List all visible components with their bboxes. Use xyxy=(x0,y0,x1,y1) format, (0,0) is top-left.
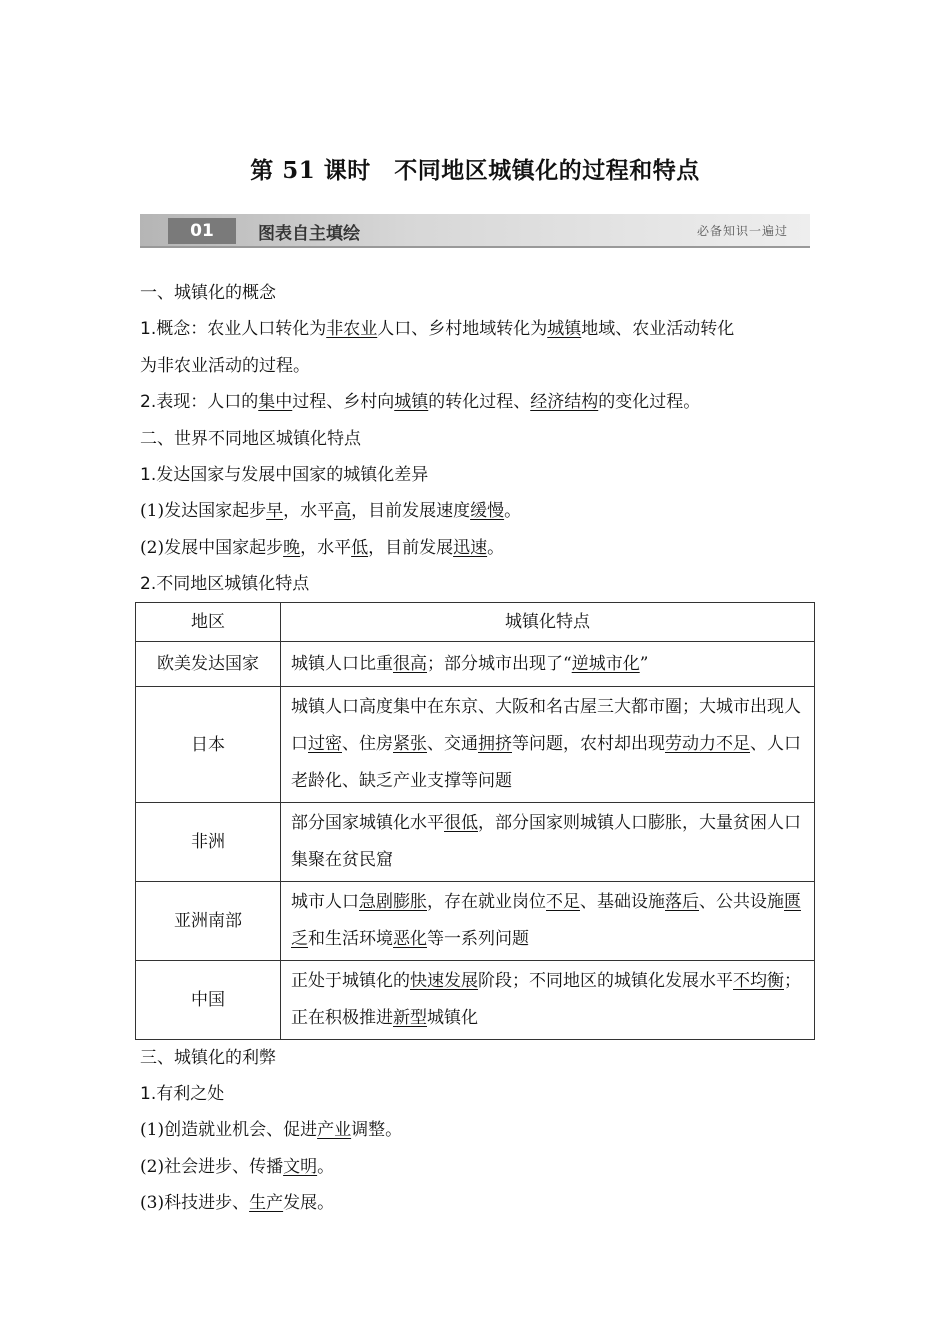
text: (2)发展中国家起步 xyxy=(140,538,284,558)
section-banner xyxy=(140,214,810,248)
blank-answer: 集中 xyxy=(258,392,293,412)
blank-answer: 生产 xyxy=(249,1193,284,1213)
advantage-line-3 xyxy=(140,1188,334,1213)
blank-answer: 文明 xyxy=(283,1157,318,1177)
text: 、公共设施 xyxy=(699,892,784,912)
text: ” xyxy=(639,653,649,674)
blank-answer: 缓慢 xyxy=(470,501,505,521)
heading-pros-cons: 三、城镇化的利弊 xyxy=(140,1048,276,1068)
text: 城镇化 xyxy=(427,1008,478,1028)
text: ，水平 xyxy=(283,501,335,521)
text: 城镇人口高度集中在东京、大阪和名古屋三大都市圈；大城市出现人口 xyxy=(291,697,801,754)
feature-cell xyxy=(281,882,815,961)
expression-label: 2.表现： xyxy=(140,392,208,412)
expression-line xyxy=(140,387,700,412)
text: ，水平 xyxy=(300,538,352,558)
section-heading: 图表自主填绘 xyxy=(258,224,360,244)
banner-divider xyxy=(140,246,810,248)
region-cell: 欧美发达国家 xyxy=(136,642,281,687)
blank-answer: 城镇 xyxy=(394,392,429,412)
concept-line-2: 为非农业活动的过程。 xyxy=(140,356,310,376)
region-cell: 中国 xyxy=(136,961,281,1040)
text: ，存在就业岗位 xyxy=(427,892,546,912)
text: ；正在积极推进 xyxy=(291,971,801,1028)
table-row xyxy=(136,882,815,961)
blank-answer: 很低 xyxy=(444,813,478,833)
text: 。 xyxy=(317,1157,335,1177)
blank-answer: 不均衡 xyxy=(733,971,784,991)
text: 人口、乡村地域转化为 xyxy=(377,319,548,339)
text: 、住房 xyxy=(342,734,393,754)
blank-answer: 早 xyxy=(266,501,284,521)
heading-features: 二、世界不同地区城镇化特点 xyxy=(140,429,361,449)
feature-cell xyxy=(281,961,815,1040)
text: 人口的 xyxy=(207,392,259,412)
text: 的转化过程、 xyxy=(428,392,531,412)
developed-line xyxy=(140,496,521,521)
blank-answer: 不足 xyxy=(546,892,580,912)
text: (3)科技进步、 xyxy=(140,1193,250,1213)
blank-answer: 经济结构 xyxy=(530,392,599,412)
blank-answer: 晚 xyxy=(283,538,301,558)
blank-answer: 新型 xyxy=(393,1008,427,1028)
subheading-difference: 1.发达国家与发展中国家的城镇化差异 xyxy=(140,465,429,485)
subheading-regions: 2.不同地区城镇化特点 xyxy=(140,574,310,594)
blank-answer: 产业 xyxy=(317,1120,352,1140)
table-row xyxy=(136,803,815,882)
advantage-line-2 xyxy=(140,1152,334,1177)
blank-answer: 高 xyxy=(334,501,352,521)
text: 、交通 xyxy=(427,734,478,754)
concept-line-1 xyxy=(140,314,734,339)
section-subtitle: 必备知识一遍过 xyxy=(696,224,788,238)
blank-answer: 逆城市化 xyxy=(571,653,640,674)
blank-answer: 匮乏 xyxy=(291,892,801,949)
region-cell: 亚洲南部 xyxy=(136,882,281,961)
text: 等一系列问题 xyxy=(427,929,529,949)
blank-answer: 劳动力不足 xyxy=(665,734,750,754)
blank-answer: 急剧膨胀 xyxy=(359,892,427,912)
blank-answer: 落后 xyxy=(665,892,699,912)
advantage-line-1 xyxy=(140,1115,402,1140)
blank-answer: 迅速 xyxy=(453,538,488,558)
blank-answer: 过密 xyxy=(308,734,342,754)
region-cell: 日本 xyxy=(136,687,281,803)
table-row xyxy=(136,687,815,803)
feature-cell xyxy=(281,687,815,803)
text: 城市人口 xyxy=(291,892,359,912)
text: ；部分城市出现了“ xyxy=(427,653,572,674)
feature-cell xyxy=(281,642,815,687)
text: 发展。 xyxy=(283,1193,335,1213)
blank-answer: 很高 xyxy=(393,653,427,674)
text: 部分国家城镇化水平 xyxy=(291,813,444,833)
table-row xyxy=(136,961,815,1040)
text: 地域、农业活动转化 xyxy=(581,319,735,339)
region-features-table xyxy=(135,602,815,1040)
text: 。 xyxy=(504,501,522,521)
blank-answer: 非农业 xyxy=(326,319,378,339)
text: (1)发达国家起步 xyxy=(140,501,267,521)
text: (1)创造就业机会、促进 xyxy=(140,1120,318,1140)
text: 等问题，农村却出现 xyxy=(512,734,665,754)
text: 农业人口转化为 xyxy=(207,319,327,339)
page-title: 第 51 课时 不同地区城镇化的过程和特点 xyxy=(250,157,700,184)
blank-answer: 低 xyxy=(351,538,369,558)
feature-cell xyxy=(281,803,815,882)
table-header-row xyxy=(136,603,815,642)
text: ，目前发展 xyxy=(368,538,454,558)
blank-answer: 紧张 xyxy=(393,734,427,754)
text: ，目前发展速度 xyxy=(351,501,471,521)
table-row xyxy=(136,642,815,687)
text: 和生活环境 xyxy=(308,929,393,949)
subheading-advantages: 1.有利之处 xyxy=(140,1084,225,1104)
concept-label: 1.概念： xyxy=(140,319,208,339)
section-number: 01 xyxy=(168,218,236,244)
heading-concept: 一、城镇化的概念 xyxy=(140,283,276,303)
text: 的变化过程。 xyxy=(598,392,701,412)
developing-line xyxy=(140,533,504,558)
text: 正处于城镇化的 xyxy=(291,971,410,991)
blank-answer: 拥挤 xyxy=(478,734,512,754)
text: 、基础设施 xyxy=(580,892,665,912)
header-features: 城镇化特点 xyxy=(281,603,815,642)
text: ，部分国家则城镇人口膨胀，大量贫困人口集聚在贫民窟 xyxy=(291,813,801,870)
header-region: 地区 xyxy=(136,603,281,642)
text: 、人口老龄化、缺乏产业支撑等问题 xyxy=(291,734,801,791)
text: 阶段；不同地区的城镇化发展水平 xyxy=(478,971,733,991)
blank-answer: 恶化 xyxy=(393,929,427,949)
region-cell: 非洲 xyxy=(136,803,281,882)
text: 。 xyxy=(487,538,505,558)
text: 城镇人口比重 xyxy=(291,653,393,674)
text: 调整。 xyxy=(351,1120,403,1140)
blank-answer: 快速发展 xyxy=(410,971,478,991)
blank-answer: 城镇 xyxy=(547,319,582,339)
text: (2)社会进步、传播 xyxy=(140,1157,284,1177)
text: 过程、乡村向 xyxy=(292,392,395,412)
